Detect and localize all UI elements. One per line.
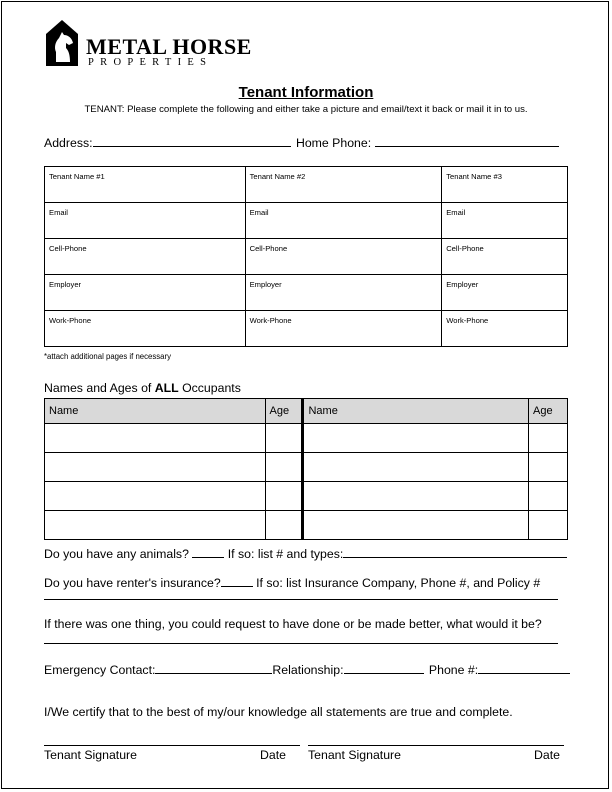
emergency-phone-label: Phone #: — [428, 663, 479, 677]
insurance-follow-label: If so: list Insurance Company, Phone #, and Policy # — [256, 576, 541, 590]
address-field[interactable] — [93, 134, 291, 147]
improve-question: If there was one thing, you could request to have done or be made better, what would it be? — [44, 617, 542, 631]
signature-label-1: Tenant Signature — [44, 748, 137, 762]
tenant-info-cell[interactable]: Tenant Name #3 — [442, 167, 568, 203]
instructions: TENANT: Please complete the following and either take a picture and email/text it back or mail it in to us. — [84, 104, 528, 115]
occupants-heading-pre: Names and Ages of — [44, 381, 155, 395]
attach-note: *attach additional pages if necessary — [44, 352, 171, 361]
occupants-col-age-2: Age — [529, 399, 568, 424]
table-row — [45, 239, 568, 275]
page-title: Tenant Information — [238, 84, 374, 101]
occupants-col-name: Name — [45, 399, 266, 424]
occupant-name-cell[interactable] — [303, 511, 529, 540]
insurance-label: Do you have renter's insurance? — [44, 576, 221, 590]
table-row — [45, 275, 568, 311]
address-label: Address: — [44, 136, 93, 150]
tenant-info-cell[interactable]: Employer — [45, 275, 246, 311]
company-logo — [46, 18, 252, 70]
occupants-heading — [44, 381, 241, 395]
table-row — [45, 203, 568, 239]
occupants-heading-post: Occupants — [178, 381, 241, 395]
improve-answer-field[interactable] — [44, 643, 558, 644]
tenant-info-cell[interactable]: Cell-Phone — [442, 239, 568, 275]
occupant-name-cell[interactable] — [303, 424, 529, 453]
table-row — [45, 511, 568, 540]
occupant-name-cell[interactable] — [303, 482, 529, 511]
relationship-label: Relationship: — [272, 663, 344, 677]
date-label-2: Date — [534, 748, 560, 762]
tenant-info-cell[interactable]: Work-Phone — [45, 311, 246, 347]
occupant-age-cell[interactable] — [529, 424, 568, 453]
animals-types-field[interactable] — [343, 545, 567, 558]
tenant-info-cell[interactable]: Work-Phone — [442, 311, 568, 347]
signature-line-2[interactable] — [308, 745, 564, 746]
occupants-heading-bold: ALL — [154, 381, 179, 395]
table-row — [45, 167, 568, 203]
occupant-age-cell[interactable] — [529, 511, 568, 540]
tenant-info-cell[interactable]: Email — [245, 203, 442, 239]
tenant-info-cell[interactable]: Employer — [442, 275, 568, 311]
occupants-table — [44, 398, 568, 540]
table-row — [45, 424, 568, 453]
tenant-info-cell[interactable]: Employer — [245, 275, 442, 311]
signature-label-2: Tenant Signature — [308, 748, 401, 762]
occupant-age-cell[interactable] — [265, 511, 303, 540]
horse-chess-icon — [46, 18, 82, 66]
emergency-phone-field[interactable] — [478, 661, 570, 674]
home-phone-label: Home Phone: — [295, 136, 372, 150]
tenant-info-cell[interactable]: Cell-Phone — [245, 239, 442, 275]
tenant-info-cell[interactable]: Cell-Phone — [45, 239, 246, 275]
tenant-info-cell[interactable]: Tenant Name #2 — [245, 167, 442, 203]
insurance-field[interactable] — [221, 574, 253, 587]
occupant-name-cell[interactable] — [45, 453, 266, 482]
logo-sub-text: PROPERTIES — [88, 57, 213, 68]
table-row — [45, 453, 568, 482]
certify-statement: I/We certify that to the best of my/our knowledge all statements are true and complete. — [44, 705, 513, 719]
tenant-info-cell[interactable]: Tenant Name #1 — [45, 167, 246, 203]
animals-field[interactable] — [192, 545, 224, 558]
date-label-1: Date — [260, 748, 286, 762]
occupant-name-cell[interactable] — [45, 511, 266, 540]
signature-line-1[interactable] — [44, 745, 300, 746]
emergency-contact-field[interactable] — [155, 661, 272, 674]
tenant-info-table — [44, 166, 568, 347]
occupant-age-cell[interactable] — [265, 424, 303, 453]
emergency-contact-label: Emergency Contact: — [44, 663, 156, 677]
home-phone-field[interactable] — [375, 134, 559, 147]
occupants-col-age: Age — [265, 399, 303, 424]
insurance-row — [44, 574, 540, 590]
occupant-name-cell[interactable] — [45, 482, 266, 511]
tenant-info-cell[interactable]: Work-Phone — [245, 311, 442, 347]
table-row — [45, 482, 568, 511]
logo-brand-text: METAL HORSE — [86, 34, 252, 59]
relationship-field[interactable] — [344, 661, 424, 674]
emergency-row — [44, 661, 570, 677]
occupants-col-name-2: Name — [303, 399, 529, 424]
animals-row — [44, 545, 567, 561]
table-row — [45, 311, 568, 347]
animals-label: Do you have any animals? — [44, 547, 189, 561]
occupant-age-cell[interactable] — [529, 453, 568, 482]
tenant-info-cell[interactable]: Email — [442, 203, 568, 239]
insurance-details-field[interactable] — [44, 599, 558, 600]
address-row — [44, 134, 559, 150]
occupant-age-cell[interactable] — [529, 482, 568, 511]
tenant-info-cell[interactable]: Email — [45, 203, 246, 239]
occupant-age-cell[interactable] — [265, 453, 303, 482]
occupant-name-cell[interactable] — [303, 453, 529, 482]
occupant-age-cell[interactable] — [265, 482, 303, 511]
occupant-name-cell[interactable] — [45, 424, 266, 453]
animals-follow-label: If so: list # and types: — [227, 547, 344, 561]
